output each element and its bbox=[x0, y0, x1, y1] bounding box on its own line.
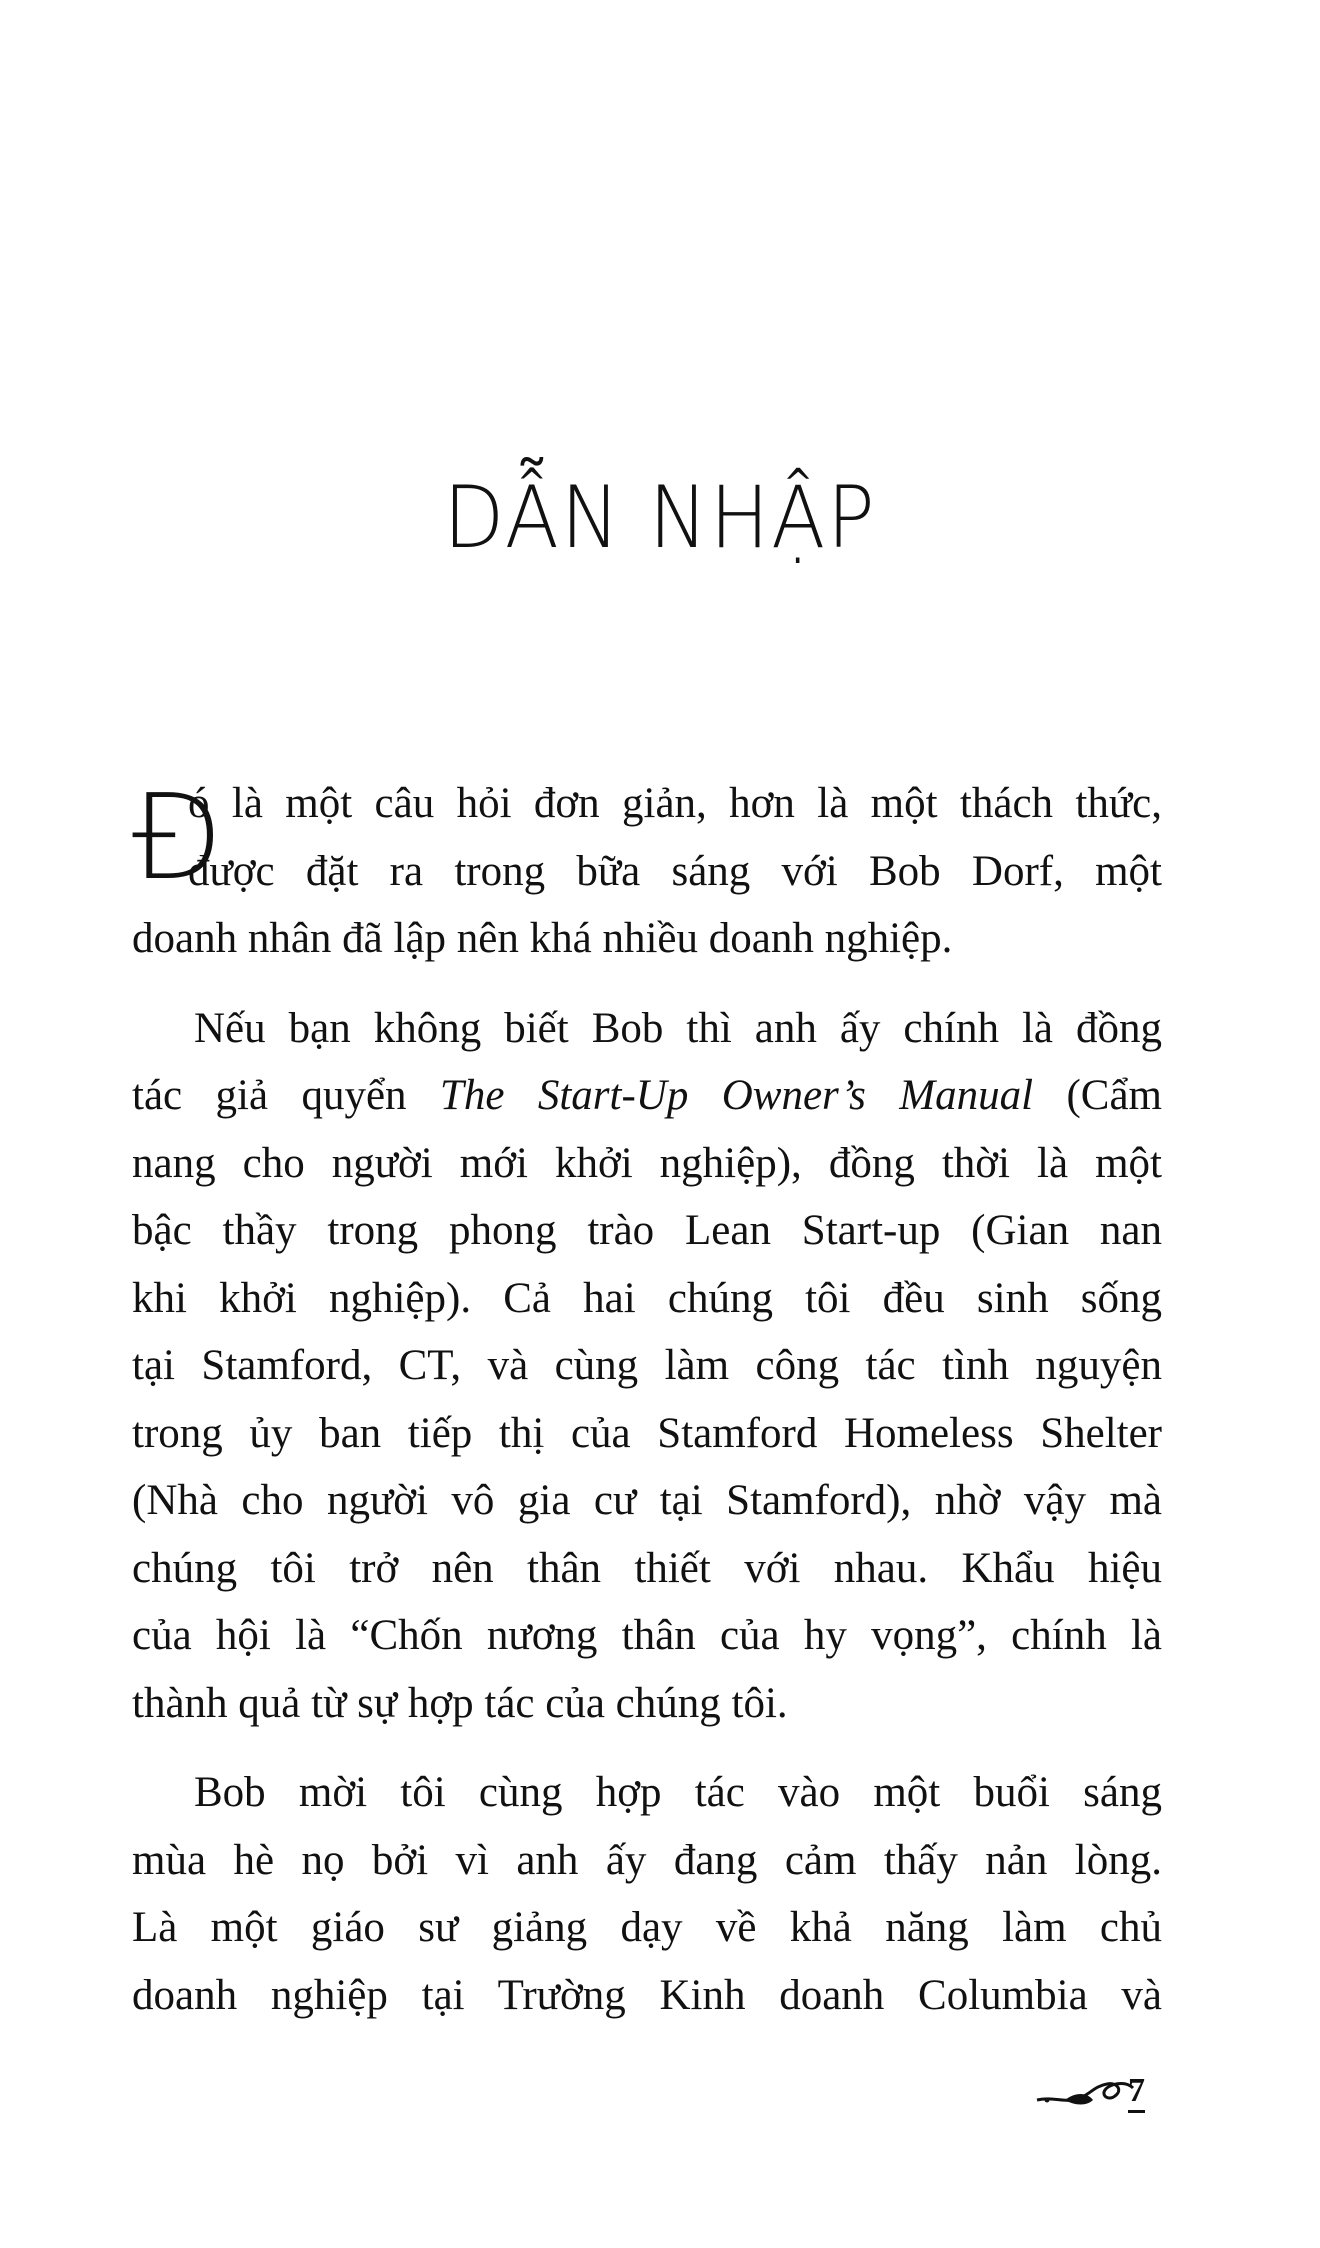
paragraph-line: (Nhà cho người vô gia cư tại Stamford), nhờ vậy mà bbox=[132, 1477, 1162, 1524]
paragraph-line: doanh nghiệp tại Trường Kinh doanh Columbia và bbox=[132, 1971, 1162, 2019]
paragraph-line: tại Stamford, CT, và cùng làm công tác tình nguyện bbox=[132, 1342, 1162, 1389]
chapter-title: DẪN NHẬP bbox=[443, 468, 877, 568]
drop-cap: Đ bbox=[132, 768, 224, 906]
paragraph-line: của hội là “Chốn nương thân của hy vọng”, chính là bbox=[132, 1612, 1162, 1659]
page-number: 7 bbox=[1128, 2074, 1145, 2113]
book-title-italic: The Start-Up Owner’s Manual bbox=[439, 1072, 1034, 1119]
paragraph-line: nang cho người mới khởi nghiệp), đồng thời là một bbox=[132, 1139, 1162, 1187]
paragraph-line: Là một giáo sư giảng dạy về khả năng làm chủ bbox=[132, 1904, 1162, 1951]
paragraph-line: trong ủy ban tiếp thị của Stamford Homeless Shelter bbox=[132, 1409, 1162, 1457]
paragraph-2 bbox=[132, 995, 1162, 1738]
paragraph-1 bbox=[132, 770, 1162, 973]
paragraph-line: bậc thầy trong phong trào Lean Start-up (Gian nan bbox=[132, 1207, 1162, 1254]
paragraph-line: Bob mời tôi cùng hợp tác vào một buổi sáng bbox=[194, 1769, 1162, 1816]
paragraph-line: mùa hè nọ bởi vì anh ấy đang cảm thấy nản lòng. bbox=[132, 1836, 1162, 1884]
body-text bbox=[132, 770, 1162, 2029]
paragraph-line: doanh nhân đã lập nên khá nhiều doanh nghiệp. bbox=[132, 915, 953, 962]
paragraph-3 bbox=[132, 1759, 1162, 2029]
paragraph-line: thành quả từ sự hợp tác của chúng tôi. bbox=[132, 1679, 788, 1727]
paragraph-line: được đặt ra trong bữa sáng với Bob Dorf, một bbox=[188, 847, 1162, 895]
paragraph-line: chúng tôi trở nên thân thiết với nhau. Khẩu hiệu bbox=[132, 1544, 1162, 1592]
paragraph-line: tác giả quyển The Start-Up Owner’s Manual (Cẩm bbox=[132, 1072, 1162, 1119]
paragraph-line: ó là một câu hỏi đơn giản, hơn là một thách thức, bbox=[188, 780, 1162, 827]
paragraph-line: Nếu bạn không biết Bob thì anh ấy chính là đồng bbox=[194, 1004, 1162, 1052]
paragraph-line: khi khởi nghiệp). Cả hai chúng tôi đều sinh sống bbox=[132, 1274, 1162, 1322]
